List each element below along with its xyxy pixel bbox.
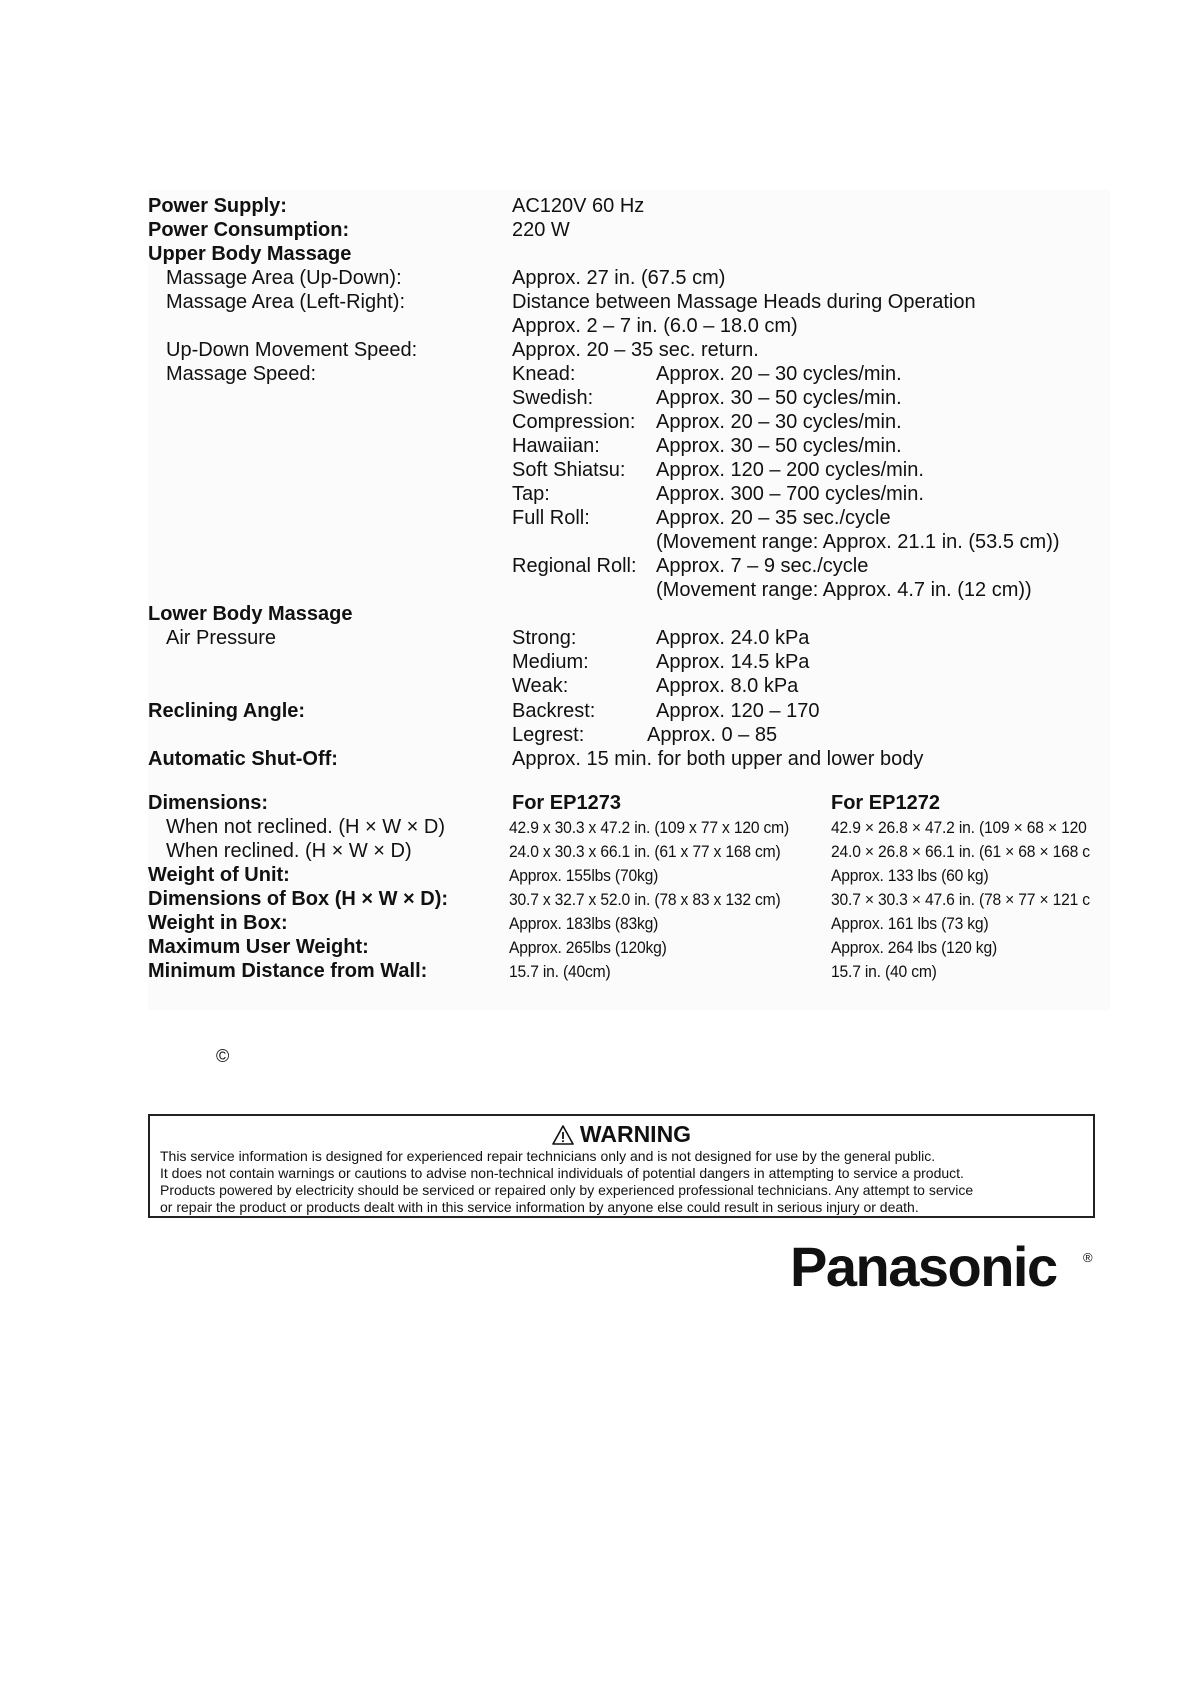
weight-unit-label: Weight of Unit:: [148, 864, 290, 886]
speed-value-knead: Approx. 20 – 30 cycles/min.: [656, 363, 902, 385]
warning-title: WARNING: [579, 1121, 692, 1147]
specifications-table: [148, 190, 1110, 1010]
movement-speed-value: Approx. 20 – 35 sec. return.: [512, 339, 759, 361]
warning-title-row: [150, 1120, 1093, 1148]
air-value-weak: Approx. 8.0 kPa: [656, 675, 799, 697]
speed-note-regional-roll: (Movement range: Approx. 4.7 in. (12 cm)): [656, 579, 1032, 601]
area-leftright-range: Approx. 2 – 7 in. (6.0 – 18.0 cm): [512, 315, 798, 337]
registered-mark: ®: [1083, 1250, 1093, 1265]
lower-body-heading: Lower Body Massage: [148, 603, 353, 625]
dim-reclined-label: When reclined. (H × W × D): [166, 840, 412, 862]
upper-body-heading: Upper Body Massage: [148, 243, 352, 265]
warning-box: [148, 1114, 1095, 1218]
dim-reclined-ep1273: 24.0 x 30.3 x 66.1 in. (61 x 77 x 168 cm): [509, 842, 781, 861]
speed-note-full-roll: (Movement range: Approx. 21.1 in. (53.5 cm)): [656, 531, 1060, 553]
speed-name-compression: Compression:: [512, 411, 636, 433]
warning-line: Products powered by electricity should be serviced or repaired only by experienced professional technicians. Any attempt to service: [160, 1182, 974, 1198]
power-supply-label: Power Supply:: [148, 195, 287, 217]
area-updown-label: Massage Area (Up-Down):: [166, 267, 402, 289]
model-ep1273-heading: For EP1273: [512, 792, 621, 814]
max-user-weight-ep1272: Approx. 264 lbs (120 kg): [831, 938, 997, 957]
speed-name-swedish: Swedish:: [512, 387, 594, 409]
speed-name-full-roll: Full Roll:: [512, 507, 590, 529]
weight-unit-ep1272: Approx. 133 lbs (60 kg): [831, 866, 989, 885]
speed-value-swedish: Approx. 30 – 50 cycles/min.: [656, 387, 902, 409]
weight-unit-ep1273: Approx. 155lbs (70kg): [509, 866, 659, 885]
max-user-weight-ep1273: Approx. 265lbs (120kg): [509, 938, 667, 957]
box-dimensions-ep1273: 30.7 x 32.7 x 52.0 in. (78 x 83 x 132 cm): [509, 890, 781, 909]
backrest-name: Backrest:: [512, 700, 596, 722]
legrest-value: Approx. 0 – 85: [647, 724, 778, 746]
dimensions-label: Dimensions:: [148, 792, 269, 814]
area-updown-value: Approx. 27 in. (67.5 cm): [512, 267, 726, 289]
power-consumption-label: Power Consumption:: [148, 219, 350, 241]
legrest-name: Legrest:: [512, 724, 585, 746]
shutoff-value: Approx. 15 min. for both upper and lower body: [512, 748, 924, 770]
air-name-medium: Medium:: [512, 651, 589, 673]
max-user-weight-label: Maximum User Weight:: [148, 936, 369, 958]
min-distance-ep1272: 15.7 in. (40 cm): [831, 962, 937, 981]
dim-not-reclined-ep1272: 42.9 × 26.8 × 47.2 in. (109 × 68 × 120: [831, 818, 1087, 837]
shutoff-label: Automatic Shut-Off:: [148, 748, 338, 770]
box-dimensions-ep1272: 30.7 × 30.3 × 47.6 in. (78 × 77 × 121 c: [831, 890, 1090, 909]
weight-box-label: Weight in Box:: [148, 912, 288, 934]
speed-name-knead: Knead:: [512, 363, 576, 385]
min-distance-label: Minimum Distance from Wall:: [148, 960, 428, 982]
air-pressure-label: Air Pressure: [166, 627, 277, 649]
speed-value-soft-shiatsu: Approx. 120 – 200 cycles/min.: [656, 459, 924, 481]
warning-line: It does not contain warnings or cautions to advise non-technical individuals of potential dangers in attempting to service a product.: [160, 1165, 964, 1181]
warning-line: This service information is designed for experienced repair technicians only and is not designed for use by the general public.: [160, 1148, 936, 1164]
massage-speed-label: Massage Speed:: [166, 363, 317, 385]
power-supply-value: AC120V 60 Hz: [512, 195, 645, 217]
weight-box-ep1272: Approx. 161 lbs (73 kg): [831, 914, 989, 933]
reclining-angle-label: Reclining Angle:: [148, 700, 306, 722]
backrest-value: Approx. 120 – 170: [656, 700, 820, 722]
area-leftright-label: Massage Area (Left-Right):: [166, 291, 405, 313]
dim-reclined-ep1272: 24.0 × 26.8 × 66.1 in. (61 × 68 × 168 c: [831, 842, 1090, 861]
weight-box-ep1273: Approx. 183lbs (83kg): [509, 914, 659, 933]
speed-value-regional-roll: Approx. 7 – 9 sec./cycle: [656, 555, 869, 577]
area-leftright-value: Distance between Massage Heads during Operation: [512, 291, 976, 313]
air-name-strong: Strong:: [512, 627, 577, 649]
panasonic-logo: Panasonic: [790, 1235, 1057, 1298]
speed-value-compression: Approx. 20 – 30 cycles/min.: [656, 411, 902, 433]
min-distance-ep1273: 15.7 in. (40cm): [509, 962, 611, 981]
speed-name-soft-shiatsu: Soft Shiatsu:: [512, 459, 626, 481]
warning-line: or repair the product or products dealt with in this service information by anyone else could result in serious injury or death.: [160, 1199, 919, 1215]
warning-body: [160, 1148, 1085, 1216]
power-consumption-value: 220 W: [512, 219, 570, 241]
box-dimensions-label: Dimensions of Box (H × W × D):: [148, 888, 449, 910]
dim-not-reclined-ep1273: 42.9 x 30.3 x 47.2 in. (109 x 77 x 120 cm): [509, 818, 790, 837]
model-ep1272-heading: For EP1272: [831, 792, 940, 814]
movement-speed-label: Up-Down Movement Speed:: [166, 339, 418, 361]
air-value-medium: Approx. 14.5 kPa: [656, 651, 810, 673]
warning-triangle-icon: [552, 1125, 574, 1145]
speed-name-hawaiian: Hawaiian:: [512, 435, 600, 457]
speed-value-hawaiian: Approx. 30 – 50 cycles/min.: [656, 435, 902, 457]
speed-value-full-roll: Approx. 20 – 35 sec./cycle: [656, 507, 891, 529]
air-value-strong: Approx. 24.0 kPa: [656, 627, 810, 649]
air-name-weak: Weak:: [512, 675, 569, 697]
speed-name-tap: Tap:: [512, 483, 550, 505]
speed-name-regional-roll: Regional Roll:: [512, 555, 637, 577]
copyright-symbol: ©: [216, 1046, 230, 1066]
speed-value-tap: Approx. 300 – 700 cycles/min.: [656, 483, 924, 505]
dim-not-reclined-label: When not reclined. (H × W × D): [166, 816, 445, 838]
